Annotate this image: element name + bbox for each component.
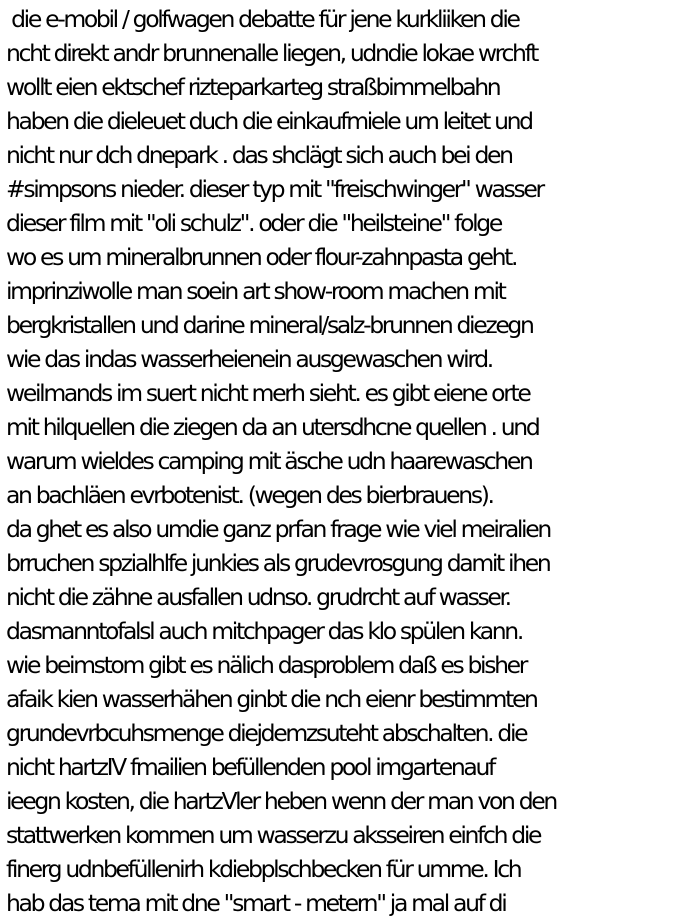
text-line: die e-mobil / golfwagen debatte für jene kurkliiken die bbox=[6, 5, 519, 33]
text-line: wie beimstom gibt es nälich dasproblem daß es bisher bbox=[6, 651, 527, 679]
text-line: stattwerken kommen um wasserzu aksseiren einfch die bbox=[6, 821, 541, 849]
text-line: nicht die zähne ausfallen udnso. grudrcht auf wasser. bbox=[6, 583, 510, 611]
text-line: an bachläen evrbotenist. (wegen des bierbrauens). bbox=[6, 481, 493, 509]
text-line: bergkristallen und darine mineral/salz-brunnen diezegn bbox=[6, 311, 533, 339]
text-line: grundevrbcuhsmenge diejdemzsuteht abschalten. die bbox=[6, 719, 527, 747]
text-line: haben die dieleuet duch die einkaufmiele um leitet und bbox=[6, 107, 532, 135]
text-line: #simpsons nieder. dieser typ mit "freischwinger" wasser bbox=[6, 175, 543, 203]
text-line: hab das tema mit dne "smart - metern" ja mal auf di bbox=[6, 889, 506, 917]
document-text bbox=[6, 2, 682, 920]
text-line: weilmands im suert nicht merh sieht. es gibt eiene orte bbox=[6, 379, 530, 407]
text-line: wollt eien ektschef rizteparkarteg straßbimmelbahn bbox=[6, 73, 500, 101]
text-line: ieegn kosten, die hartzVler heben wenn der man von den bbox=[6, 787, 556, 815]
text-line: da ghet es also umdie ganz prfan frage wie viel meiralien bbox=[6, 515, 550, 543]
text-line: wo es um mineralbrunnen oder flour-zahnpasta geht. bbox=[6, 243, 517, 271]
text-line: wie das indas wasserheienein ausgewaschen wird. bbox=[6, 345, 492, 373]
text-line: afaik kien wasserhähen ginbt die nch eienr bestimmten bbox=[6, 685, 537, 713]
text-line: nicht nur dch dnepark . das shclägt sich auch bei den bbox=[6, 141, 512, 169]
text-line: imprinziwolle man soein art show-room machen mit bbox=[6, 277, 505, 305]
text-line: mit hilquellen die ziegen da an utersdhcne quellen . und bbox=[6, 413, 539, 441]
text-line: finerg udnbefüllenirh kdiebplschbecken für umme. Ich bbox=[6, 855, 521, 883]
text-line: dieser film mit "oli schulz". oder die "heilsteine" folge bbox=[6, 209, 501, 237]
text-line: dasmanntofalsl auch mitchpager das klo spülen kann. bbox=[6, 617, 522, 645]
text-line: nicht hartzIV fmailien befüllenden pool imgartenauf bbox=[6, 753, 494, 781]
text-line: brruchen spzialhlfe junkies als grudevrosgung damit ihen bbox=[6, 549, 550, 577]
text-line: ncht direkt andr brunnenalle liegen, udndie lokae wrchft bbox=[6, 39, 537, 67]
text-line: warum wieldes camping mit äsche udn haarewaschen bbox=[6, 447, 532, 475]
